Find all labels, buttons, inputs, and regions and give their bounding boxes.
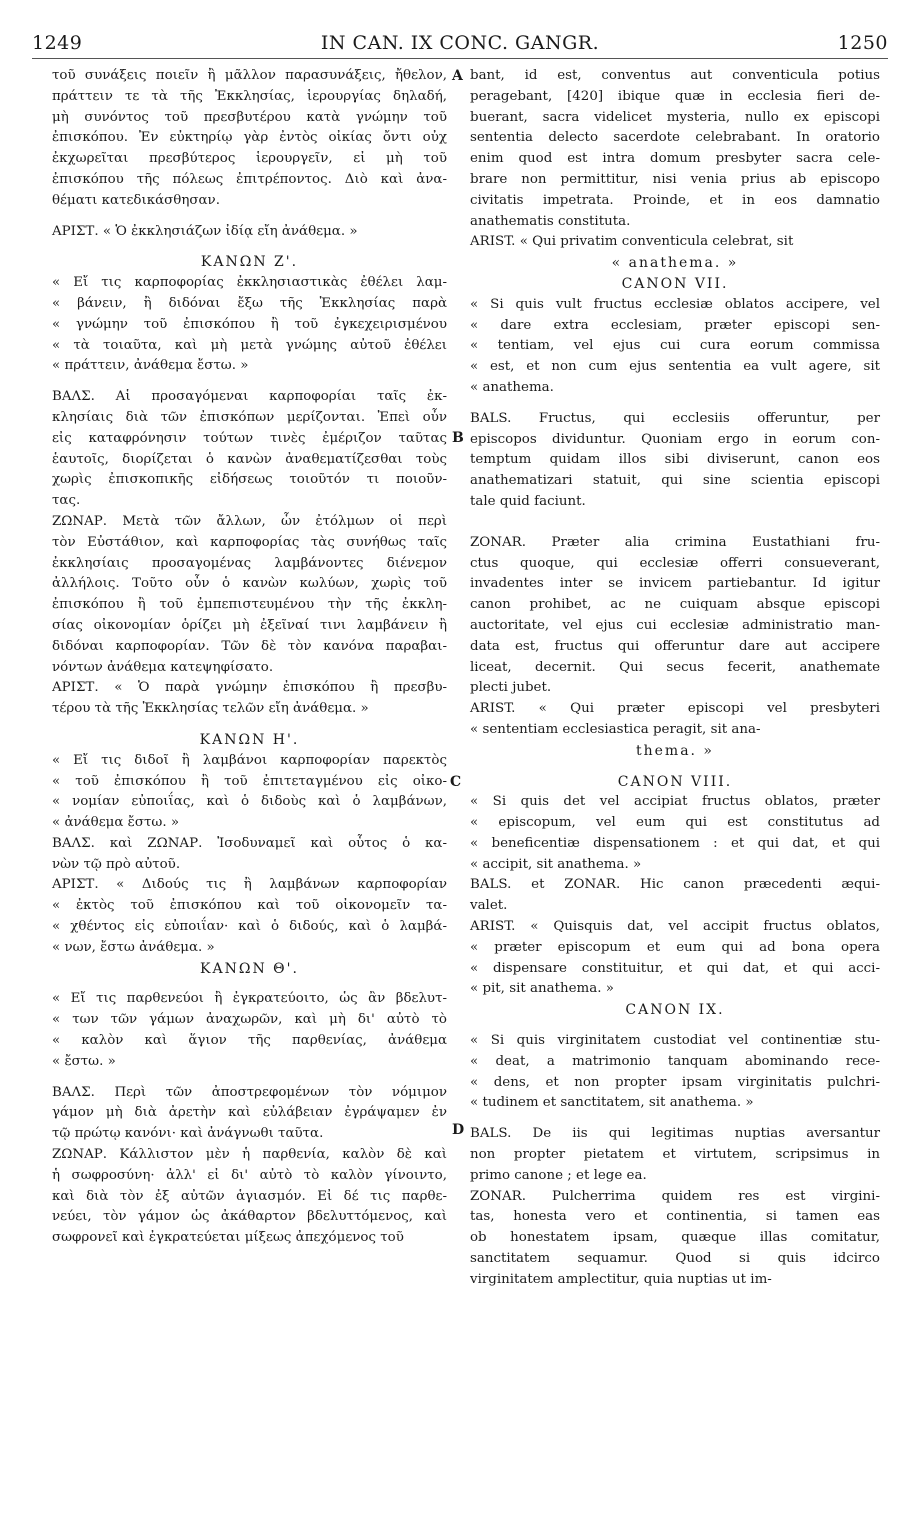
text-line: « ἐκτὸς τοῦ ἐπισκόπου καὶ τοῦ οἰκονομεῖν τα- [52, 898, 447, 914]
text-line: primo canone ; et lege ea. [470, 1167, 647, 1183]
text-line: ἀλλήλοις. Τοῦτο οὖν ὁ κανὼν κωλύων, χωρὶς τοῦ [52, 576, 447, 592]
text-line: « νων, ἔστω ἀνάθεμα. » [52, 939, 215, 955]
text-line: « anathema. [470, 379, 554, 395]
paragraph [470, 66, 880, 232]
text-line: buerant, sacra videlicet mysteria, nullo ex episcopi [470, 109, 880, 125]
text-line: « χθέντος εἰς εὐποιΐαν· καὶ ὁ διδούς, καὶ ὁ λαμβά- [52, 919, 447, 935]
paragraph [52, 273, 447, 377]
paragraph [470, 232, 880, 253]
paragraph [470, 1124, 880, 1186]
text-line: « Si quis vult fructus ecclesiæ oblatos accipere, vel [470, 296, 880, 312]
text-line: ΑΡΙΣΤ. « Ὁ παρὰ γνώμην ἐπισκόπου ἢ πρεσβυ- [52, 680, 447, 696]
text-line: data est, fructus qui offeruntur dare aut accipere [470, 638, 880, 654]
text-line: « τοῦ ἐπισκόπου ἢ τοῦ ἐπιτεταγμένου εἰς οἰκο- [52, 773, 447, 789]
text-line: νὼν τῷ πρὸ αὐτοῦ. [52, 856, 181, 872]
page-number-right: 1250 [837, 32, 888, 54]
text-line: ἐκχωρεῖται πρεσβύτερος ἱερουργεῖν, εἰ μὴ τοῦ [52, 151, 447, 167]
text-line: anathematis constituta. [470, 213, 631, 229]
canon-title: ΚΑΝΩΝ Η'. [199, 731, 300, 748]
text-line: « νομίαν εὐποιΐας, καὶ ὁ διδοὺς καὶ ὁ λαμβάνων, [52, 794, 447, 810]
text-line: τῷ πρώτῳ κανόνι· καὶ ἀνάγνωθι ταῦτα. [52, 1126, 324, 1142]
text-line: πράττειν τε τὰ τῆς Ἐκκλησίας, ἱερουργίας δηλαδή, [52, 88, 447, 104]
text-line: διδόναι καρποφορίαν. Τῶν δὲ τὸν κανόνα παραβαι- [52, 638, 447, 654]
text-line: ΑΡΙΣΤ. « Διδούς τις ἢ λαμβάνων καρποφορίαν [52, 877, 447, 893]
text-line: ob honestatem ipsam, quæque illas comitatur, [470, 1230, 880, 1246]
text-line: ἐπισκόπου ἢ τοῦ ἐμπεπιστευμένου τὴν τῆς ἐκκλη- [52, 597, 447, 613]
page-number-left: 1249 [32, 32, 83, 54]
text-line: « Εἴ τις παρθενεύοι ἢ ἐγκρατεύοιτο, ὡς ἂν βδελυτ- [52, 991, 447, 1007]
paragraph [52, 66, 447, 212]
text-line: sanctitatem sequamur. Quod si quis idcirco [470, 1251, 880, 1267]
text-line: « dare extra ecclesiam, præter episcopi sen- [470, 317, 880, 333]
text-line: « Si quis virginitatem custodiat vel continentiæ stu- [470, 1033, 880, 1049]
canon-title: CANON VII. [621, 275, 729, 292]
canon-title: CANON VIII. [617, 773, 733, 790]
text-line: tas, honesta vero et continentia, si tamen eas [470, 1209, 880, 1225]
block-gap [52, 1073, 447, 1083]
text-line: virginitatem amplectitur, quia nuptias ut im- [470, 1271, 772, 1287]
text-line: ἐκκλησίαις προσαγομένας λαμβάνοντες διένεμον [52, 555, 447, 571]
block-gap [470, 1021, 880, 1031]
text-line: ΖΩΝΑΡ. Μετὰ τῶν ἄλλων, ὧν ἐτόλμων οἱ περὶ [52, 513, 447, 529]
text-line: ZONAR. Præter alia crimina Eustathiani fru- [470, 534, 880, 550]
paragraph [52, 875, 447, 958]
text-line: « Si quis det vel accipiat fructus oblatos, præter [470, 794, 880, 810]
paragraph [52, 512, 447, 678]
paragraph [52, 751, 447, 834]
paragraph [52, 1083, 447, 1145]
text-line: « sententiam ecclesiastica peragit, sit ana- [470, 721, 761, 737]
text-line: enim quod est intra domum presbyter sacra cele- [470, 151, 880, 167]
text-line: canon prohibet, ac ne cuiquam absque episcopi [470, 597, 880, 613]
text-line: « tudinem et sanctitatem, sit anathema. » [470, 1095, 754, 1111]
text-line: invadentes inter se invicem partiebantur. Id igitur [470, 576, 880, 592]
text-line: σωφρονεῖ καὶ ἐγκρατεύεται μίξεως ἀπεχόμενος τοῦ [52, 1230, 404, 1246]
paragraph [470, 533, 880, 699]
text-line: civitatis impetrata. Proinde, et in eos damnatio [470, 192, 880, 208]
paragraph [52, 989, 447, 1072]
text-line: « dens, et non propter ipsam virginitatis pulchri- [470, 1074, 880, 1090]
paragraph [470, 792, 880, 875]
text-line: θέματι κατεδικάσθησαν. [52, 192, 220, 208]
text-line: « est, et non cum ejus sententia ea vult agere, sit [470, 359, 880, 375]
text-line: « ἔστω. » [52, 1053, 116, 1069]
text-line: sententia delecto sacerdote celebrabant. In oratorio [470, 130, 880, 146]
text-line: valet. [470, 898, 508, 914]
text-line: νεύει, τὸν γάμον ὡς ἀκάθαρτον βδελυττόμενος, καὶ [52, 1209, 447, 1225]
text-line: brare non permittitur, nisi venia prius ab episcopo [470, 171, 880, 187]
canon-title: ΚΑΝΩΝ Θ'. [200, 960, 299, 977]
section-marker-b: B [452, 430, 464, 446]
block-gap [470, 399, 880, 409]
text-line: peragebant, [420] ibique quæ in ecclesia fieri de- [470, 88, 880, 104]
text-line: τας. [52, 493, 81, 509]
text-line: anathematizari statuit, qui sine scientia episcopi [470, 473, 880, 489]
paragraph [470, 295, 880, 399]
paragraph [52, 222, 447, 243]
text-line: « episcopum, vel eum qui est constitutus ad [470, 815, 880, 831]
block-gap [470, 762, 880, 772]
text-line: « Εἴ τις διδοῖ ἢ λαμβάνοι καρποφορίαν παρεκτὸς [52, 752, 447, 768]
text-line: ΒΑΛΣ. Περὶ τῶν ἀποστρεφομένων τὸν νόμιμον [52, 1084, 447, 1100]
greek-column [52, 66, 447, 1249]
latin-column [470, 66, 880, 1291]
text-line: non propter pietatem et virtutem, scripsimus in [470, 1147, 880, 1163]
text-line: « Εἴ τις καρποφορίας ἐκκλησιαστικὰς ἐθέλει λαμ- [52, 275, 447, 291]
text-line: « καλὸν καὶ ἅγιον τῆς παρθενίας, ἀνάθεμα [52, 1033, 447, 1049]
text-line: « præter episcopum et eum qui ad bona opera [470, 939, 880, 955]
text-line: χωρὶς ἐπισκοπικῆς εἰδήσεως τοιοῦτόν τι ποιοῦν- [52, 472, 447, 488]
text-line: temptum quidam illos sibi diviserunt, canon eos [470, 452, 880, 468]
text-line: ctus quoque, qui ecclesiæ offerri consueverant, [470, 555, 880, 571]
text-line: episcopos dividuntur. Quoniam ergo in eorum con- [470, 431, 880, 447]
text-line: ἡ σωφροσύνη· ἀλλ' εἰ δι' αὐτὸ τὸ καλὸν γίνοιντο, [52, 1167, 447, 1183]
text-line: BALS. Fructus, qui ecclesiis offeruntur, per [470, 410, 880, 426]
text-line: ZONAR. Pulcherrima quidem res est virgini- [470, 1188, 880, 1204]
text-line: liceat, decernit. Qui secus fecerit, anathemate [470, 659, 880, 675]
text-line: ARIST. « Qui privatim conventicula celebrat, sit [470, 234, 794, 250]
text-line: « γνώμην τοῦ ἐπισκόπου ἢ τοῦ ἐγκεχειρισμένου [52, 316, 447, 332]
block-gap [52, 212, 447, 222]
text-line: « pit, sit anathema. » [470, 981, 614, 997]
text-line: plecti jubet. [470, 680, 552, 696]
paragraph [52, 678, 447, 720]
text-line: « beneficentiæ dispensationem : et qui dat, et qui [470, 835, 880, 851]
text-line: « dispensare constituitur, et qui dat, et qui acci- [470, 960, 880, 976]
page-header [32, 30, 888, 59]
section-marker-c: C [450, 774, 462, 790]
text-line: εἰς καταφρόνησιν τούτων τινὲς ἐμέριζον ταῦτας [52, 430, 447, 446]
text-line: BALS. et ZONAR. Hic canon præcedenti æqui- [470, 877, 880, 893]
text-line: τέρου τὰ τῆς Ἐκκλησίας τελῶν εἴη ἀνάθεμα. » [52, 701, 369, 717]
text-line: κλησίαις διὰ τῶν ἐπισκόπων μερίζονται. Ἐπεὶ οὖν [52, 409, 447, 425]
text-line: ἑαυτοῖς, διορίζεται ὁ κανὼν ἀναθεματίζεσθαι τοὺς [52, 451, 447, 467]
canon-title: thema. » [635, 742, 714, 759]
block-gap [470, 523, 880, 533]
section-marker-a: A [452, 68, 463, 84]
text-line: auctoritate, vel ejus cui ecclesiæ administratio man- [470, 617, 880, 633]
block-gap [52, 377, 447, 387]
section-marker-d: D [452, 1122, 465, 1138]
paragraph [470, 699, 880, 741]
paragraph [470, 875, 880, 917]
canon-title: ΚΑΝΩΝ Ζ'. [200, 254, 299, 271]
paragraph [52, 1145, 447, 1249]
block-gap [52, 720, 447, 730]
text-line: « accipit, sit anathema. » [470, 856, 642, 872]
text-line: tale quid faciunt. [470, 493, 586, 509]
canon-title: CANON IX. [625, 1002, 725, 1019]
text-line: « των τῶν γάμων ἀναχωρῶν, καὶ μὴ δι' αὐτὸ τὸ [52, 1012, 447, 1028]
paragraph [470, 1187, 880, 1291]
running-title: IN CAN. IX CONC. GANGR. [320, 32, 600, 54]
canon-title: « anathema. » [611, 255, 739, 272]
text-line: καὶ διὰ τὸν ἐξ αὐτῶν ἁγιασμόν. Εἰ δέ τις παρθε- [52, 1188, 447, 1204]
text-line: μὴ συνόντος τοῦ πρεσβυτέρου κατὰ γνώμην τοῦ [52, 109, 447, 125]
paragraph [52, 834, 447, 876]
text-line: « τὰ τοιαῦτα, καὶ μὴ μετὰ γνώμης αὐτοῦ ἐθέλει [52, 337, 447, 353]
text-line: « ἀνάθεμα ἔστω. » [52, 815, 180, 831]
block-gap [52, 979, 447, 989]
text-line: τὸν Εὐστάθιον, καὶ καρποφορίας τὰς συνήθως ταῖς [52, 534, 447, 550]
paragraph [470, 409, 880, 513]
text-line: « deat, a matrimonio tanquam abominando rece- [470, 1053, 880, 1069]
text-line: ἐπισκόπου τῆς πόλεως ἐπιτρέποντος. Διὸ καὶ ἀνα- [52, 171, 447, 187]
paragraph [52, 387, 447, 512]
text-line: ΒΑΛΣ. Αἱ προσαγόμεναι καρποφορίαι ταῖς ἐκ- [52, 389, 447, 405]
text-line: σίας οἰκονομίαν ὁρίζει μὴ ἐξεῖναί τινι λαμβάνειν ἢ [52, 617, 447, 633]
text-line: BALS. De iis qui legitimas nuptias aversantur [470, 1126, 880, 1142]
text-line: « βάνειν, ἢ διδόναι ἔξω τῆς Ἐκκλησίας παρὰ [52, 295, 447, 311]
text-line: νόντων ἀνάθεμα κατεψηφίσατο. [52, 659, 274, 675]
text-line: ΑΡΙΣΤ. « Ὁ ἐκκλησιάζων ἰδίᾳ εἴη ἀνάθεμα. » [52, 223, 358, 239]
block-gap [52, 242, 447, 252]
block-gap [470, 513, 880, 523]
text-line: « πράττειν, ἀνάθεμα ἔστω. » [52, 358, 249, 374]
text-line: bant, id est, conventus aut conventicula potius [470, 68, 880, 83]
text-line: « tentiam, vel ejus cui cura eorum commissa [470, 338, 880, 354]
text-line: ARIST. « Quisquis dat, vel accipit fructus oblatos, [470, 919, 880, 935]
text-line: ΖΩΝΑΡ. Κάλλιστον μὲν ἡ παρθενία, καλὸν δὲ καὶ [52, 1147, 447, 1163]
text-line: γάμον μὴ διὰ ἀρετὴν καὶ εὐλάβειαν ἐγράψαμεν ἐν [52, 1105, 447, 1121]
text-line: ARIST. « Qui præter episcopi vel presbyteri [470, 701, 880, 717]
paragraph [470, 1031, 880, 1114]
text-line: ἐπισκόπου. Ἐν εὐκτηρίῳ γὰρ ἐντὸς οἰκίας ὄντι οὐχ [52, 130, 447, 146]
paragraph [470, 917, 880, 1000]
text-line: ΒΑΛΣ. καὶ ΖΩΝΑΡ. Ἰσοδυναμεῖ καὶ οὗτος ὁ κα- [52, 835, 447, 851]
text-line: τοῦ συνάξεις ποιεῖν ἢ μᾶλλον παρασυνάξεις, ἤθελον, [52, 68, 447, 83]
block-gap [470, 1114, 880, 1124]
